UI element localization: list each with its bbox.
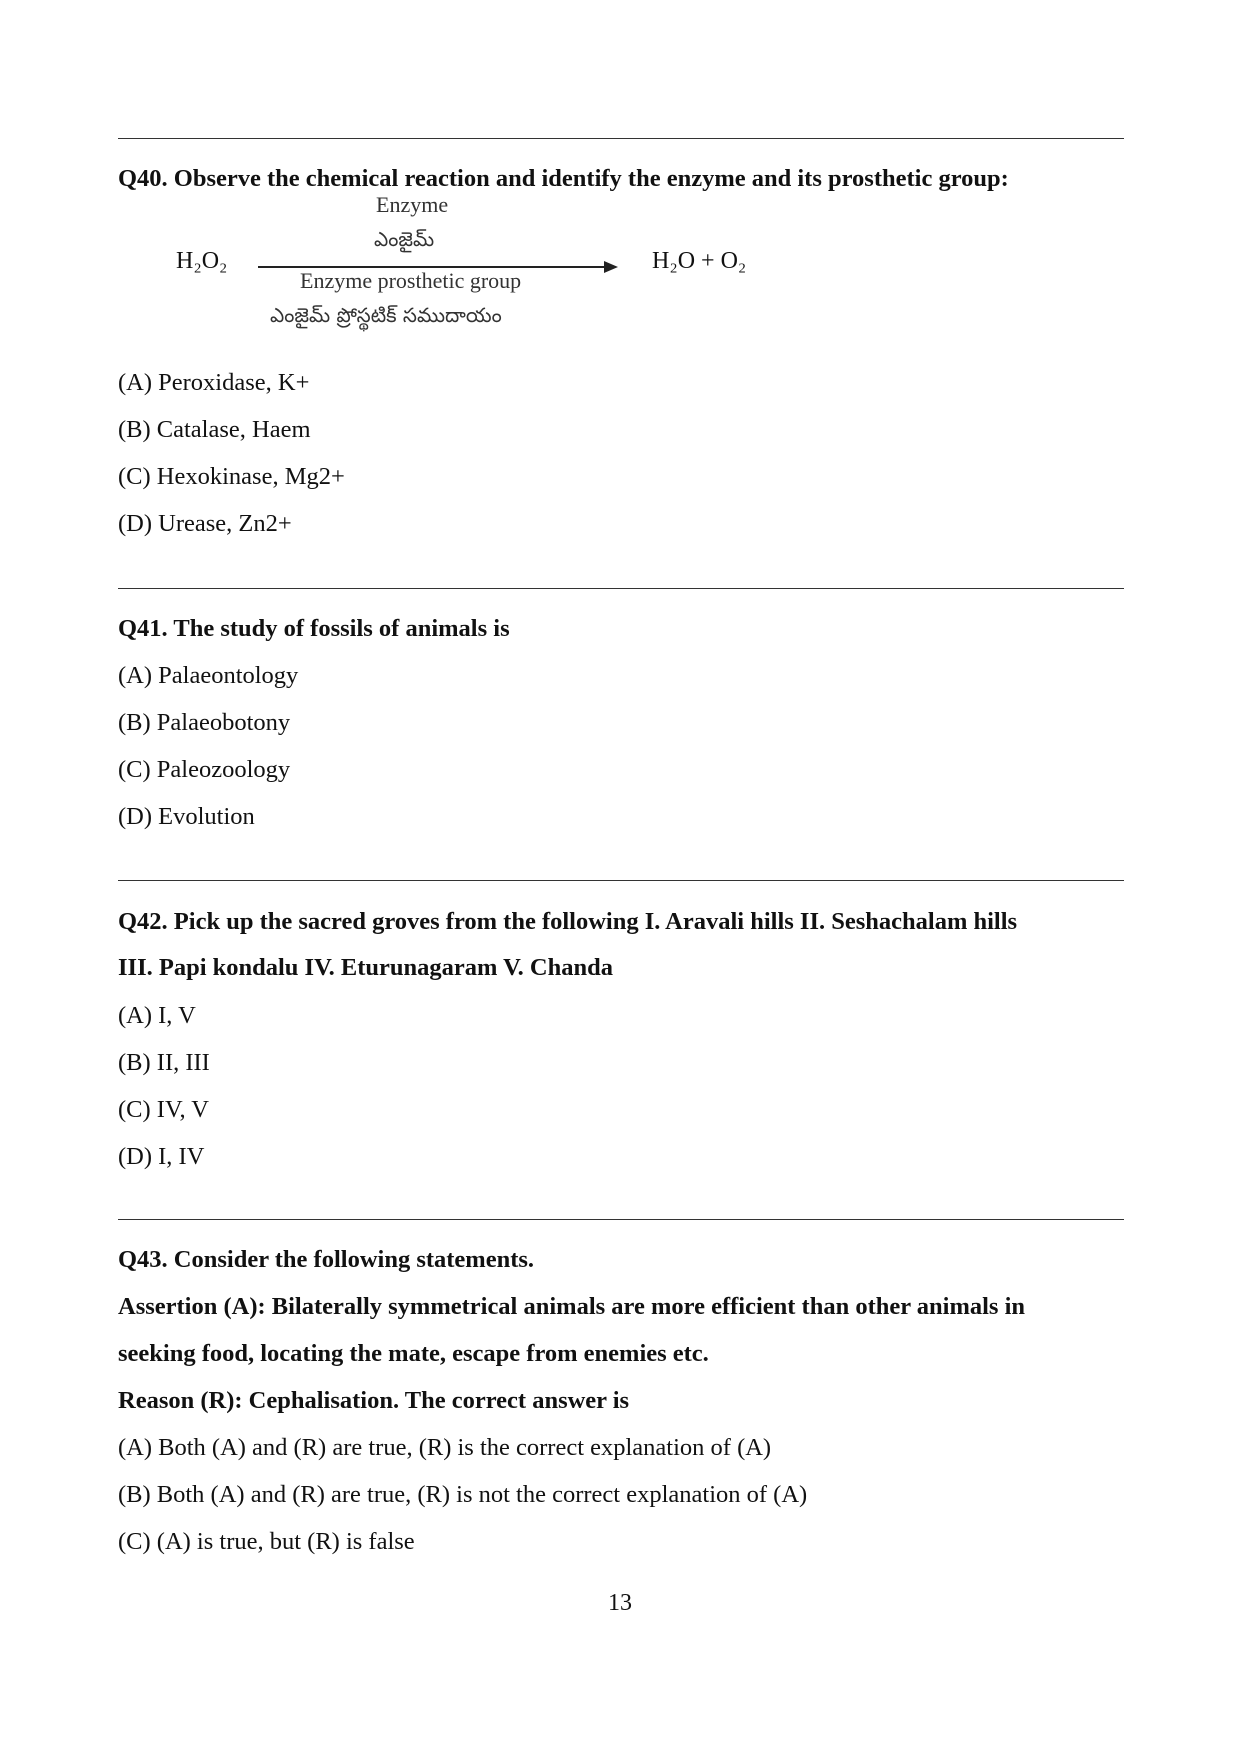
q41-option-a: (A) Palaeontology (118, 662, 299, 689)
q40-option-d: (D) Urease, Zn2+ (118, 510, 292, 537)
q42-question-line1: Q42. Pick up the sacred groves from the following I. Aravali hills II. Seshachalam hills (118, 908, 1018, 935)
q40-option-a: (A) Peroxidase, K+ (118, 369, 310, 396)
q43-reason: Reason (R): Cephalisation. The correct answer is (118, 1387, 630, 1414)
divider (118, 138, 1124, 139)
enzyme-label-telugu: ఎంజైమ్ (374, 227, 435, 251)
page-number: 13 (608, 1590, 632, 1616)
q41-option-c: (C) Paleozoology (118, 756, 291, 783)
q43-option-a: (A) Both (A) and (R) are true, (R) is the correct explanation of (A) (118, 1434, 772, 1461)
products-formula: H₂O + O₂ (652, 248, 747, 274)
q40-option-b: (B) Catalase, Haem (118, 416, 311, 443)
q40-option-c: (C) Hexokinase, Mg2+ (118, 463, 345, 490)
enzyme-label: Enzyme (376, 192, 449, 217)
q43-assertion-line1: Assertion (A): Bilaterally symmetrical animals are more efficient than other animals in (118, 1293, 1026, 1320)
divider (118, 1219, 1124, 1220)
q43-assertion-line2: seeking food, locating the mate, escape from enemies etc. (118, 1340, 709, 1367)
q41-option-d: (D) Evolution (118, 803, 255, 830)
q41-question: Q41. The study of fossils of animals is (118, 615, 510, 642)
q43-option-b: (B) Both (A) and (R) are true, (R) is not the correct explanation of (A) (118, 1481, 808, 1508)
divider (118, 588, 1124, 589)
q43-question: Q43. Consider the following statements. (118, 1246, 535, 1273)
q40-question: Q40. Observe the chemical reaction and identify the enzyme and its prosthetic group: (118, 165, 1009, 192)
q42-option-b: (B) II, III (118, 1049, 210, 1076)
q43-option-c: (C) (A) is true, but (R) is false (118, 1528, 415, 1555)
reactant-formula: H₂O₂ (176, 248, 228, 274)
q42-option-c: (C) IV, V (118, 1096, 209, 1123)
q42-option-a: (A) I, V (118, 1002, 196, 1029)
prosthetic-label-telugu: ఎంజైమ్ ప్రోస్థటిక్ సముదాయం (270, 303, 502, 327)
q42-question-line2: III. Papi kondalu IV. Eturunagaram V. Chanda (118, 954, 613, 981)
prosthetic-label: Enzyme prosthetic group (300, 268, 522, 293)
divider (118, 880, 1124, 881)
q41-option-b: (B) Palaeobotony (118, 709, 291, 736)
q42-option-d: (D) I, IV (118, 1143, 205, 1170)
